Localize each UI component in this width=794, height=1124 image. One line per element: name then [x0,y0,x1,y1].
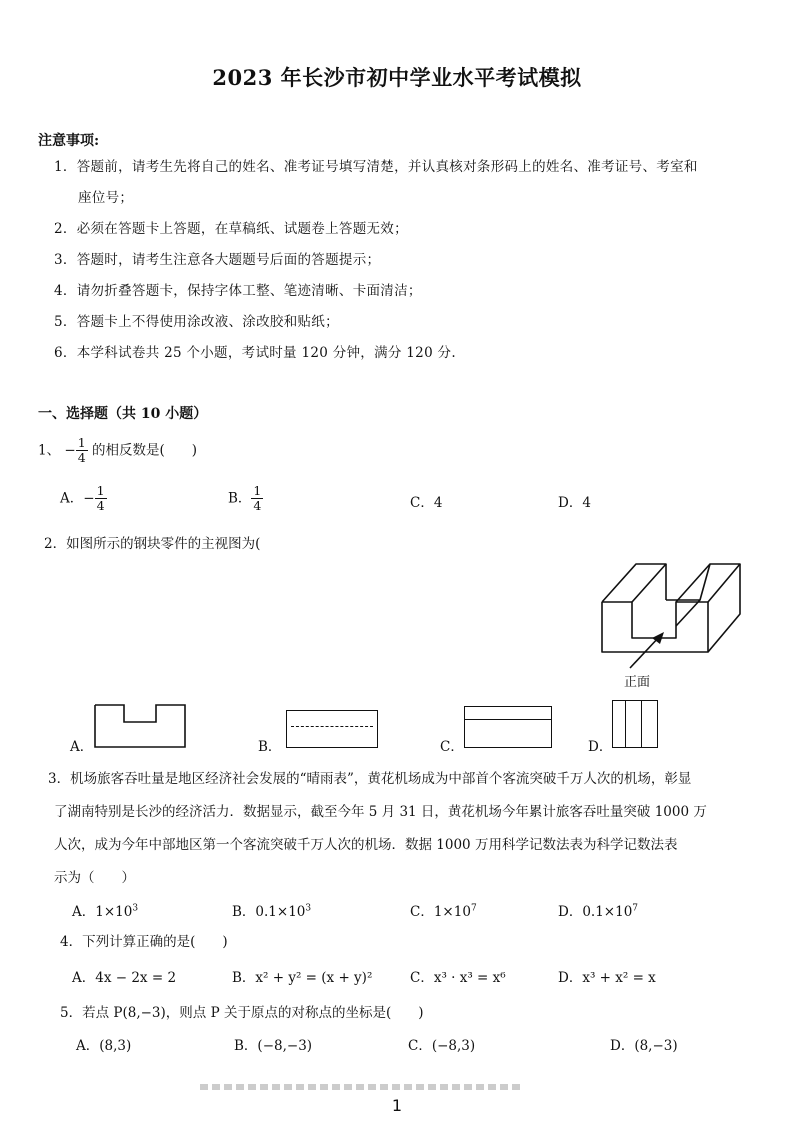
option-c[interactable]: C．$1\times 10^7$ [410,903,477,920]
option-c[interactable]: C．x³ · x³ = x⁶ [410,970,506,986]
note-item: 1．答题前，请考生先将自己的姓名、准考证号填写清楚，并认真核对条形码上的姓名、准考证号、考室和 [54,159,698,175]
option-d-figure[interactable] [612,700,658,748]
option-b[interactable]: B． [258,739,282,755]
page-title: 2023 年长沙市初中学业水平考试模拟 [212,65,582,90]
section-heading: 一、选择题（共 10 小题） [38,406,208,422]
note-item: 3．答题时，请考生注意各大题题号后面的答题提示； [54,252,381,268]
question-3-line: 示为（ ） [54,870,135,886]
option-d[interactable]: D． [588,739,613,755]
notes-heading: 注意事项: [38,133,100,149]
question-2: 2．如图所示的钢块零件的主视图为( [44,536,261,552]
option-d[interactable]: D．x³ + x² = x [558,970,656,986]
option-a[interactable]: A．4x − 2x = 2 [72,970,177,986]
option-a[interactable]: A．(8,3) [76,1038,132,1054]
question-text: 的相反数是( ) [91,442,197,459]
question-3-line: 了湖南特别是长沙的经济活力．数据显示，截至今年 5 月 31 日，黄花机场今年累计旅客吞吐量突破 1000 万 [54,804,707,820]
option-a[interactable]: A． [70,739,94,755]
question-3-line: 人次，成为今年中部地区第一个客流突破千万人次的机场．数据 1000 万用科学记数法表为科学记数法表 [54,837,678,853]
option-a[interactable]: A．$1\times 10^3$ [72,903,139,920]
page-number: 1 [391,1096,403,1115]
option-d[interactable]: D．$0.1\times 10^7$ [558,903,639,920]
arrow-icon [618,630,678,672]
option-d[interactable]: D．4 [558,495,591,511]
option-b[interactable]: B．x² + y² = (x + y)² [232,970,373,986]
note-item: 4．请勿折叠答题卡，保持字体工整、笔迹清晰、卡面清洁； [54,283,422,299]
fraction: $\frac{1}{4}$ [77,435,86,466]
option-b-figure[interactable] [286,710,378,748]
option-c-figure[interactable] [464,706,552,748]
note-item: 座位号； [78,190,134,206]
question-3-line: 3．机场旅客吞吐量是地区经济社会发展的“晴雨表”，黄花机场成为中部首个客流突破千万人次的机场，彰显 [48,771,692,787]
note-item: 6．本学科试卷共 25 个小题，考试时量 120 分钟，满分 120 分. [54,345,456,361]
question-number: 1、 [38,442,61,459]
minus-sign: − [64,442,76,459]
option-b[interactable]: B．$0.1\times 10^3$ [232,903,312,920]
option-b[interactable]: B．(−8,−3) [234,1038,313,1054]
note-item: 5．答题卡上不得使用涂改液、涂改胶和贴纸； [54,314,339,330]
footer-smudge [200,1084,520,1090]
option-c[interactable]: C． [440,739,464,755]
note-item: 2．必须在答题卡上答题，在草稿纸、试题卷上答题无效； [54,221,408,237]
option-b[interactable]: B． $\frac{1}{4}$ [228,483,262,514]
option-c[interactable]: C．4 [410,495,443,511]
option-c[interactable]: C．(−8,3) [408,1038,476,1054]
question-1 [38,436,197,466]
option-a[interactable]: A．− $\frac{1}{4}$ [60,483,105,514]
option-d[interactable]: D．(8,−3) [610,1038,678,1054]
front-label: 正面 [624,675,651,690]
question-4: 4．下列计算正确的是( ) [60,934,228,950]
option-a-figure[interactable] [94,704,186,748]
question-5: 5．若点 P(8,−3)，则点 P 关于原点的对称点的坐标是( ) [60,1005,424,1021]
